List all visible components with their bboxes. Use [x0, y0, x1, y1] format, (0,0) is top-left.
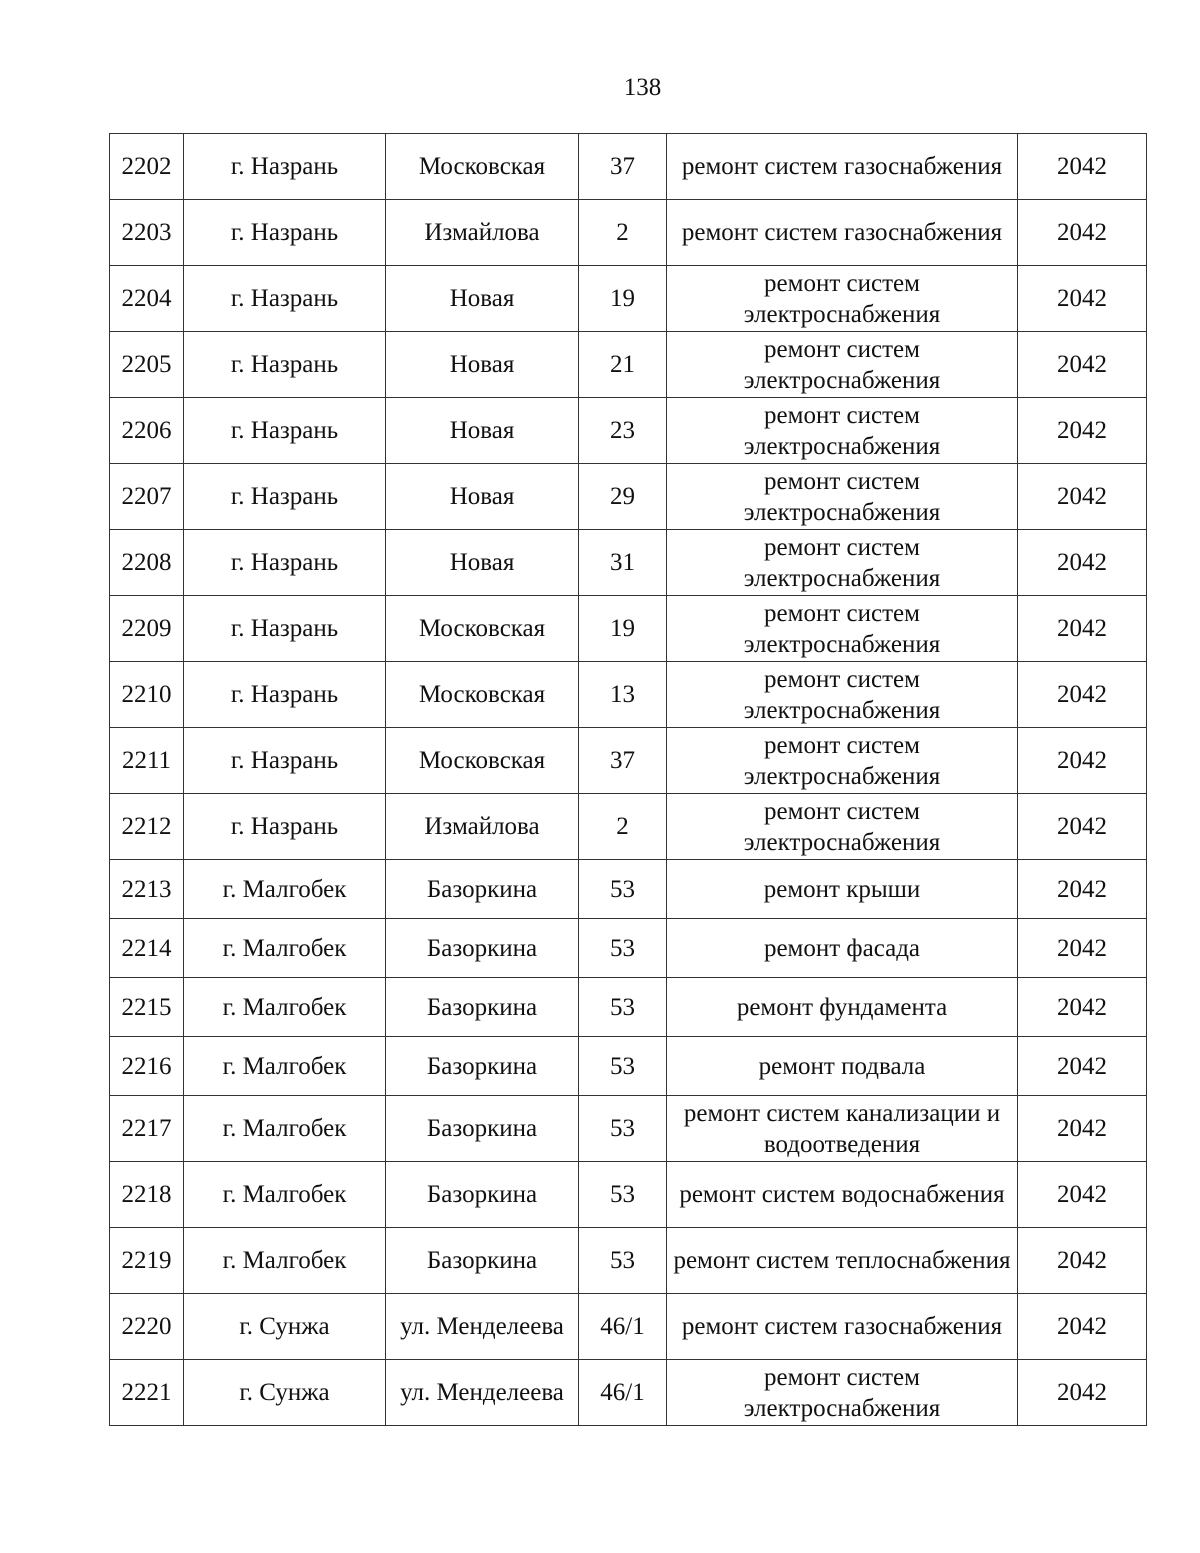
street-cell: Новая: [386, 266, 579, 332]
year-cell: 2042: [1018, 794, 1147, 860]
table-row: [110, 1096, 1147, 1162]
row-number-cell: 2209: [110, 596, 184, 662]
year-cell: 2042: [1018, 266, 1147, 332]
year-cell: 2042: [1018, 398, 1147, 464]
street-cell: Базоркина: [386, 919, 579, 978]
city-cell: г. Малгобек: [184, 1096, 386, 1162]
table-row: [110, 464, 1147, 530]
street-cell: Московская: [386, 662, 579, 728]
city-cell: г. Назрань: [184, 200, 386, 266]
city-cell: г. Малгобек: [184, 860, 386, 919]
street-cell: Московская: [386, 134, 579, 200]
house-number-cell: 53: [579, 919, 667, 978]
house-number-cell: 37: [579, 728, 667, 794]
row-number-cell: 2215: [110, 978, 184, 1037]
street-cell: Новая: [386, 398, 579, 464]
year-cell: 2042: [1018, 1037, 1147, 1096]
city-cell: г. Малгобек: [184, 919, 386, 978]
table-row: [110, 1294, 1147, 1360]
year-cell: 2042: [1018, 200, 1147, 266]
year-cell: 2042: [1018, 134, 1147, 200]
street-cell: Базоркина: [386, 1228, 579, 1294]
house-number-cell: 19: [579, 596, 667, 662]
table-row: [110, 1162, 1147, 1228]
city-cell: г. Малгобек: [184, 1037, 386, 1096]
table-row: [110, 662, 1147, 728]
work-type-cell: ремонт крыши: [667, 860, 1018, 919]
city-cell: г. Назрань: [184, 332, 386, 398]
house-number-cell: 19: [579, 266, 667, 332]
repair-schedule-table: [109, 133, 1147, 1426]
year-cell: 2042: [1018, 464, 1147, 530]
city-cell: г. Сунжа: [184, 1294, 386, 1360]
street-cell: ул. Менделеева: [386, 1294, 579, 1360]
table-row: [110, 978, 1147, 1037]
work-type-cell: ремонт систем электроснабжения: [667, 464, 1018, 530]
year-cell: 2042: [1018, 860, 1147, 919]
work-type-cell: ремонт систем электроснабжения: [667, 530, 1018, 596]
table-row: [110, 919, 1147, 978]
year-cell: 2042: [1018, 1162, 1147, 1228]
city-cell: г. Малгобек: [184, 978, 386, 1037]
street-cell: Базоркина: [386, 1162, 579, 1228]
house-number-cell: 53: [579, 1037, 667, 1096]
house-number-cell: 53: [579, 978, 667, 1037]
work-type-cell: ремонт систем электроснабжения: [667, 266, 1018, 332]
row-number-cell: 2214: [110, 919, 184, 978]
table-row: [110, 728, 1147, 794]
row-number-cell: 2221: [110, 1360, 184, 1426]
work-type-cell: ремонт систем электроснабжения: [667, 596, 1018, 662]
row-number-cell: 2212: [110, 794, 184, 860]
table-row: [110, 596, 1147, 662]
work-type-cell: ремонт фасада: [667, 919, 1018, 978]
work-type-cell: ремонт систем электроснабжения: [667, 332, 1018, 398]
row-number-cell: 2210: [110, 662, 184, 728]
row-number-cell: 2211: [110, 728, 184, 794]
table-row: [110, 398, 1147, 464]
street-cell: Базоркина: [386, 1096, 579, 1162]
work-type-cell: ремонт подвала: [667, 1037, 1018, 1096]
house-number-cell: 53: [579, 1096, 667, 1162]
year-cell: 2042: [1018, 1096, 1147, 1162]
street-cell: Базоркина: [386, 860, 579, 919]
house-number-cell: 29: [579, 464, 667, 530]
row-number-cell: 2208: [110, 530, 184, 596]
work-type-cell: ремонт систем газоснабжения: [667, 200, 1018, 266]
house-number-cell: 23: [579, 398, 667, 464]
row-number-cell: 2219: [110, 1228, 184, 1294]
city-cell: г. Малгобек: [184, 1228, 386, 1294]
house-number-cell: 2: [579, 200, 667, 266]
row-number-cell: 2216: [110, 1037, 184, 1096]
table-body: [110, 134, 1147, 1426]
row-number-cell: 2220: [110, 1294, 184, 1360]
work-type-cell: ремонт систем газоснабжения: [667, 1294, 1018, 1360]
row-number-cell: 2218: [110, 1162, 184, 1228]
house-number-cell: 53: [579, 860, 667, 919]
city-cell: г. Назрань: [184, 398, 386, 464]
work-type-cell: ремонт систем электроснабжения: [667, 1360, 1018, 1426]
street-cell: Московская: [386, 728, 579, 794]
city-cell: г. Назрань: [184, 464, 386, 530]
house-number-cell: 37: [579, 134, 667, 200]
year-cell: 2042: [1018, 978, 1147, 1037]
street-cell: Базоркина: [386, 1037, 579, 1096]
row-number-cell: 2203: [110, 200, 184, 266]
city-cell: г. Назрань: [184, 266, 386, 332]
house-number-cell: 53: [579, 1162, 667, 1228]
street-cell: Новая: [386, 464, 579, 530]
city-cell: г. Назрань: [184, 662, 386, 728]
house-number-cell: 46/1: [579, 1294, 667, 1360]
street-cell: Базоркина: [386, 978, 579, 1037]
street-cell: Московская: [386, 596, 579, 662]
table-row: [110, 794, 1147, 860]
year-cell: 2042: [1018, 530, 1147, 596]
city-cell: г. Назрань: [184, 530, 386, 596]
year-cell: 2042: [1018, 1294, 1147, 1360]
street-cell: Новая: [386, 332, 579, 398]
table-row: [110, 530, 1147, 596]
table-row: [110, 1360, 1147, 1426]
city-cell: г. Назрань: [184, 134, 386, 200]
work-type-cell: ремонт систем канализации и водоотведения: [667, 1096, 1018, 1162]
street-cell: Измайлова: [386, 200, 579, 266]
row-number-cell: 2202: [110, 134, 184, 200]
house-number-cell: 46/1: [579, 1360, 667, 1426]
work-type-cell: ремонт систем водоснабжения: [667, 1162, 1018, 1228]
city-cell: г. Сунжа: [184, 1360, 386, 1426]
row-number-cell: 2207: [110, 464, 184, 530]
house-number-cell: 13: [579, 662, 667, 728]
year-cell: 2042: [1018, 919, 1147, 978]
year-cell: 2042: [1018, 596, 1147, 662]
year-cell: 2042: [1018, 1228, 1147, 1294]
page-number: 138: [623, 74, 662, 101]
house-number-cell: 2: [579, 794, 667, 860]
year-cell: 2042: [1018, 1360, 1147, 1426]
row-number-cell: 2206: [110, 398, 184, 464]
table-row: [110, 200, 1147, 266]
table-row: [110, 266, 1147, 332]
city-cell: г. Назрань: [184, 596, 386, 662]
house-number-cell: 53: [579, 1228, 667, 1294]
house-number-cell: 21: [579, 332, 667, 398]
row-number-cell: 2217: [110, 1096, 184, 1162]
street-cell: ул. Менделеева: [386, 1360, 579, 1426]
row-number-cell: 2205: [110, 332, 184, 398]
city-cell: г. Назрань: [184, 794, 386, 860]
city-cell: г. Назрань: [184, 728, 386, 794]
row-number-cell: 2204: [110, 266, 184, 332]
table-row: [110, 134, 1147, 200]
work-type-cell: ремонт фундамента: [667, 978, 1018, 1037]
row-number-cell: 2213: [110, 860, 184, 919]
city-cell: г. Малгобек: [184, 1162, 386, 1228]
year-cell: 2042: [1018, 332, 1147, 398]
table-row: [110, 860, 1147, 919]
work-type-cell: ремонт систем электроснабжения: [667, 794, 1018, 860]
year-cell: 2042: [1018, 728, 1147, 794]
work-type-cell: ремонт систем электроснабжения: [667, 398, 1018, 464]
work-type-cell: ремонт систем электроснабжения: [667, 728, 1018, 794]
table-row: [110, 1037, 1147, 1096]
year-cell: 2042: [1018, 662, 1147, 728]
street-cell: Новая: [386, 530, 579, 596]
street-cell: Измайлова: [386, 794, 579, 860]
work-type-cell: ремонт систем теплоснабжения: [667, 1228, 1018, 1294]
house-number-cell: 31: [579, 530, 667, 596]
table-row: [110, 1228, 1147, 1294]
work-type-cell: ремонт систем электроснабжения: [667, 662, 1018, 728]
table-row: [110, 332, 1147, 398]
work-type-cell: ремонт систем газоснабжения: [667, 134, 1018, 200]
